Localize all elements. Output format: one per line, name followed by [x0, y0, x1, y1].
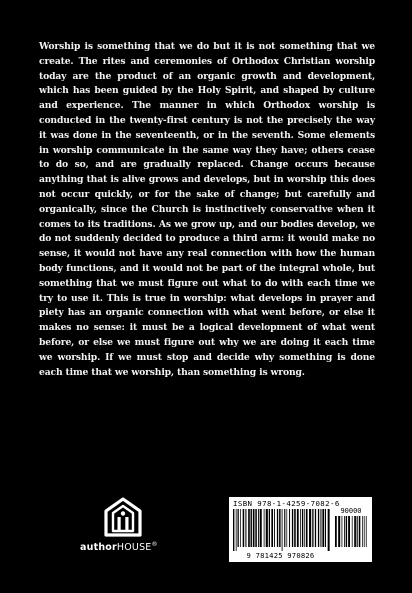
barcode-bar [266, 509, 268, 547]
publisher-name-bold: author [80, 542, 117, 554]
barcode-bar [294, 509, 296, 547]
barcode-bar [364, 516, 365, 547]
publisher-logo [78, 497, 168, 557]
barcode-bar [248, 509, 250, 547]
barcode-bar [357, 516, 358, 547]
barcode-bar [304, 509, 305, 547]
barcode-bar [344, 516, 345, 547]
barcode-bar [277, 509, 278, 547]
barcode-bar [352, 516, 353, 547]
barcode-bar [346, 516, 347, 547]
barcode-bar [309, 509, 311, 547]
barcode-bar [354, 516, 356, 547]
barcode-bar [289, 509, 290, 547]
barcode-bar [320, 509, 321, 547]
ean-digits: 9 781425 970826 [246, 551, 315, 560]
barcode-bar [335, 516, 337, 547]
barcode-bar [269, 509, 270, 547]
barcode-bar [338, 516, 340, 547]
barcode-bar [253, 509, 255, 547]
barcode-bar [312, 509, 313, 547]
publisher-name [80, 541, 176, 553]
barcode-bar [279, 509, 280, 547]
back-cover-blurb: Worship is something that we do but it is not something that we create. The rites and ceremonies of Orthodox Christian worship today are the product of an organic growth and development, which has been guided by the Holy Spirit, and shaped by culture and experience. The manner in which Orthodox worship is conducted in the twenty-first century is not the precisely the way it was done in the seventeenth, or in the seventh. Some elements in worship communicate in the same way they have; others cease to do so, and are gradually replaced. Change occurs because anything that is alive grows and develops, but in worship this does not occur quickly, or for the sake of change; but carefully and organically, since the Church is instinctively conservative when it comes to its traditions. As we grow up, and our bodies develop, we do not suddenly decided to produce a third arm: it would make no sense, it would not have any real connection with how the human body functions, and it would not be part of the integral whole, but something that we must figure out what to do with each time we try to use it. This is true in worship: what develops in prayer and piety has an organic connection with what went before, or else it makes no sense: it must be a logical development of what went before, or else we must figure out why we are doing it each time we worship. If we must stop and decide why something is done each time that we worship, than something is wrong. [39, 41, 375, 378]
barcode-bar [300, 509, 301, 547]
authorhouse-logo-icon [102, 497, 144, 539]
barcode-bar [292, 509, 293, 547]
barcode-bar [282, 509, 283, 551]
barcode-bar [264, 509, 265, 547]
barcode-bar [255, 509, 257, 547]
barcode-bar [325, 509, 326, 547]
ean-barcode-bars [233, 509, 331, 551]
price-addon-number: 90000 [340, 507, 362, 515]
barcode-bar [258, 509, 259, 547]
barcode-bar [322, 509, 324, 547]
barcode-bar [271, 509, 273, 547]
barcode-bar [284, 509, 285, 547]
price-addon-bars [335, 516, 367, 551]
barcode-bar [306, 509, 308, 547]
barcode-bar [315, 509, 316, 547]
barcode-bar [362, 516, 363, 547]
barcode-bar [233, 509, 234, 551]
barcode-bar [328, 509, 330, 551]
barcode-bar [245, 509, 246, 547]
barcode-bar [236, 509, 237, 551]
barcode-bar [359, 516, 361, 547]
barcode-bar [302, 509, 303, 547]
registered-mark: ® [151, 541, 158, 548]
barcode-bar [240, 509, 241, 547]
barcode-bar [251, 509, 252, 547]
barcode-bar [286, 509, 287, 547]
barcode-bar [238, 509, 239, 547]
isbn-barcode [229, 497, 372, 562]
barcode-bar [342, 516, 343, 547]
isbn-text: ISBN 978-1-4259-7082-6 [233, 499, 340, 508]
barcode-bar [366, 516, 367, 547]
barcode-bar [274, 509, 275, 547]
publisher-name-caps: HOUSE [116, 542, 152, 554]
barcode-bar [260, 509, 262, 547]
barcode-bar [318, 509, 319, 547]
barcode-bar [348, 516, 350, 547]
barcode-bar [297, 509, 299, 547]
barcode-bar [243, 509, 245, 547]
